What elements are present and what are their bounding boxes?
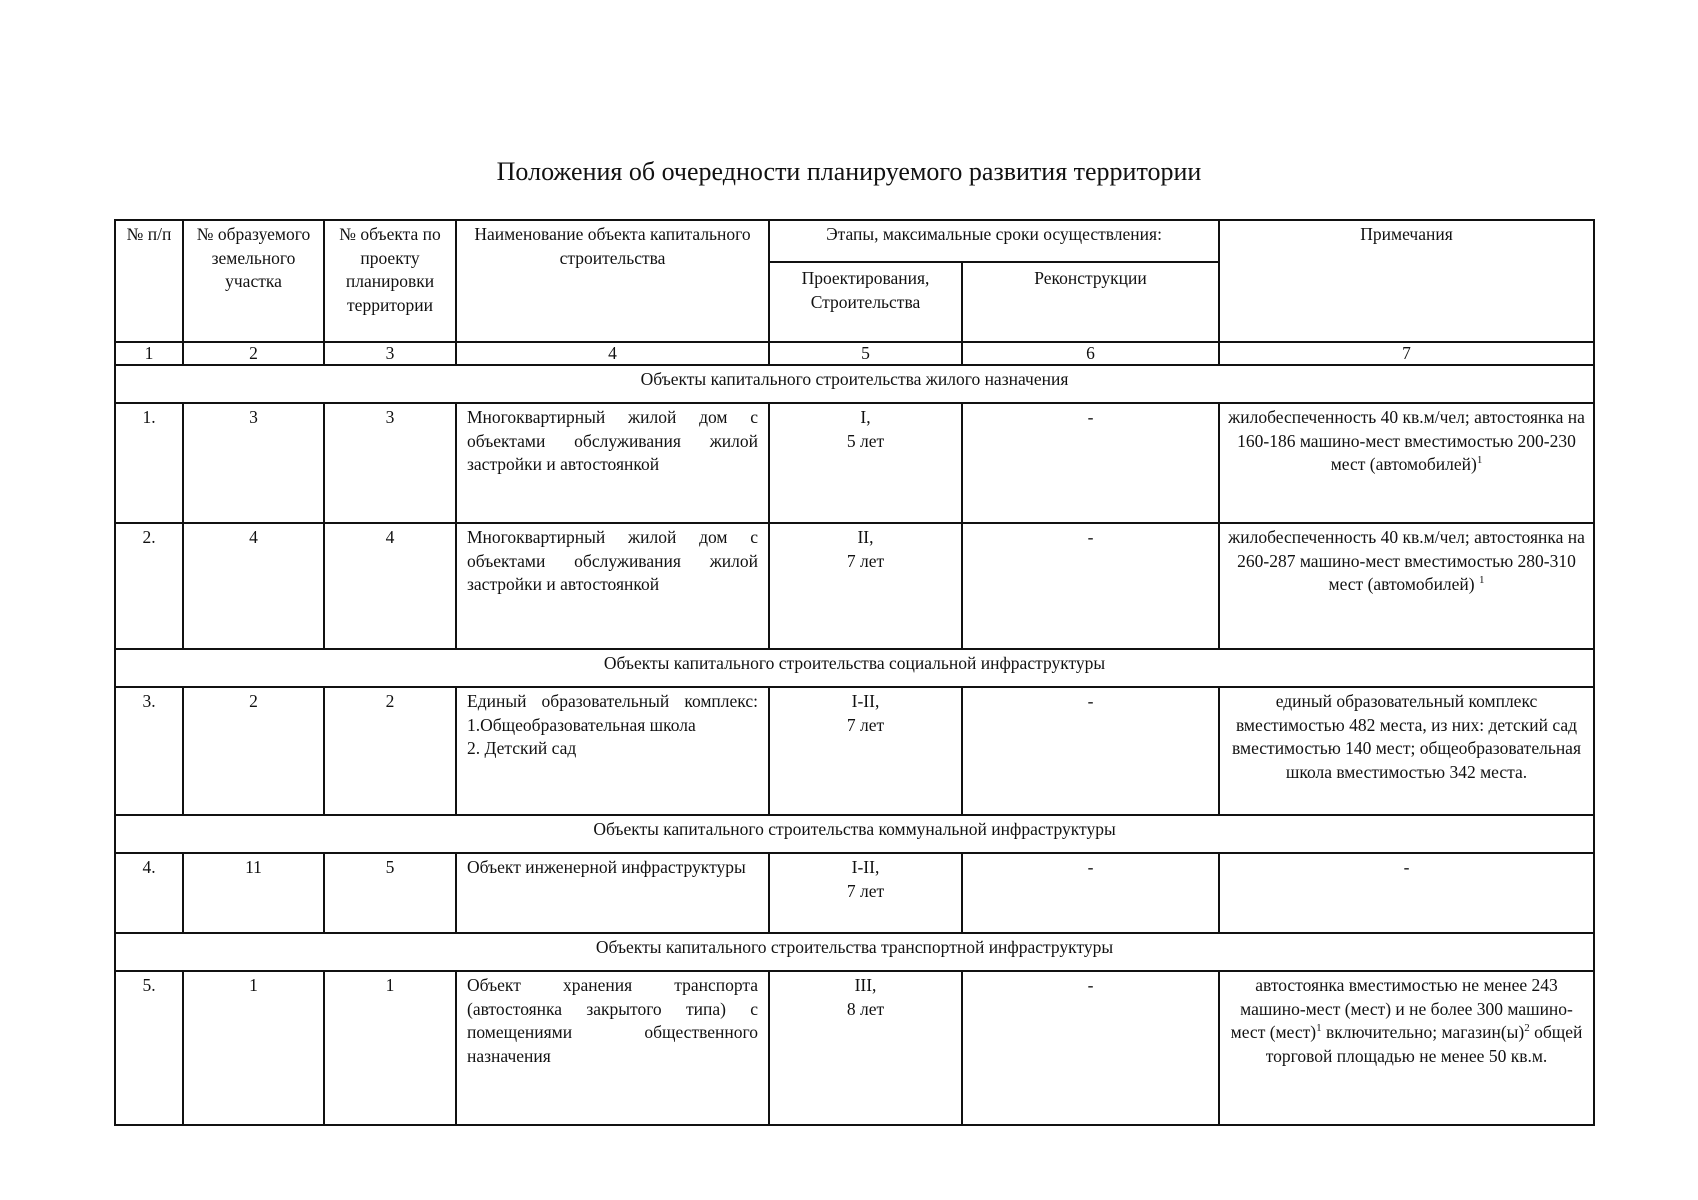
row-number: 4. <box>115 853 183 933</box>
object-name-line: Единый образовательный комплекс: <box>467 691 758 711</box>
section-title: Объекты капитального строительства коммунальной инфраструктуры <box>115 815 1594 853</box>
notes <box>1219 403 1594 523</box>
footnote-ref: 1 <box>1479 574 1485 587</box>
header-land-plot: № образуемого земельного участка <box>183 220 324 342</box>
row-number: 1. <box>115 403 183 523</box>
header-notes: Примечания <box>1219 220 1594 342</box>
reconstruction-stage: - <box>962 971 1219 1125</box>
page-title: Положения об очередности планируемого развития территории <box>496 157 1202 186</box>
note-text: общей торговой площадью не менее 50 кв.м. <box>1265 1022 1583 1066</box>
object-number: 5 <box>324 853 456 933</box>
object-number: 3 <box>324 403 456 523</box>
object-number: 4 <box>324 523 456 649</box>
row-number: 3. <box>115 687 183 815</box>
object-number: 1 <box>324 971 456 1125</box>
column-number: 1 <box>115 342 183 365</box>
design-stage <box>769 523 962 649</box>
section-title: Объекты капитального строительства социальной инфраструктуры <box>115 649 1594 687</box>
table-row <box>115 523 1594 649</box>
object-name: Многоквартирный жилой дом с объектами обслуживания жилой застройки и автостоянкой <box>456 523 769 649</box>
column-number: 6 <box>962 342 1219 365</box>
footnote-ref: 2 <box>1524 1022 1530 1035</box>
stage-term: 7 лет <box>846 714 885 735</box>
object-name-line: 2. Детский сад <box>467 738 577 758</box>
header-object-name: Наименование объекта капитального строительства <box>456 220 769 342</box>
column-number: 3 <box>324 342 456 365</box>
header-stages: Этапы, максимальные сроки осуществления: <box>769 220 1219 262</box>
development-schedule-table <box>114 219 1595 1126</box>
object-name: Объект инженерной инфраструктуры <box>456 853 769 933</box>
land-plot-number: 3 <box>183 403 324 523</box>
header-object-number: № объекта по проекту планировки территории <box>324 220 456 342</box>
column-number: 4 <box>456 342 769 365</box>
note-text: включительно; магазин(ы) <box>1325 1022 1525 1042</box>
footnote-ref: 1 <box>1476 454 1483 467</box>
stage-label: I-II, <box>851 691 880 711</box>
design-stage <box>769 403 962 523</box>
note-text: жилобеспеченность 40 кв.м/чел; автостоянка на 260-287 машино-мест вместимостью 280-310 мест (автомобилей) <box>1228 527 1585 594</box>
header-number: № п/п <box>115 220 183 342</box>
reconstruction-stage: - <box>962 853 1219 933</box>
header-reconstruction: Реконструкции <box>962 262 1219 342</box>
note-text: автостоянка вместимостью не менее 243 машино-мест (мест) и не более 300 машино-мест (мест) <box>1230 975 1573 1042</box>
object-name-line: 1.Общеобразовательная школа <box>467 714 696 735</box>
table-row <box>115 853 1594 933</box>
note-text: жилобеспеченность 40 кв.м/чел; автостоянка на 160-186 машино-мест вместимостью 200-230 мест (автомобилей) <box>1228 407 1585 474</box>
column-numbers-row <box>115 342 1594 365</box>
design-stage <box>769 971 962 1125</box>
header-design-construction: Проектирования, Строительства <box>769 262 962 342</box>
section-row <box>115 933 1594 971</box>
land-plot-number: 1 <box>183 971 324 1125</box>
reconstruction-stage: - <box>962 523 1219 649</box>
column-number: 5 <box>769 342 962 365</box>
stage-term: 7 лет <box>846 880 885 901</box>
design-stage <box>769 687 962 815</box>
section-row <box>115 649 1594 687</box>
land-plot-number: 11 <box>183 853 324 933</box>
notes <box>1219 971 1594 1125</box>
section-title: Объекты капитального строительства транспортной инфраструктуры <box>115 933 1594 971</box>
stage-label: III, <box>854 975 877 995</box>
column-number: 2 <box>183 342 324 365</box>
stage-label: II, <box>857 527 874 547</box>
table-row <box>115 971 1594 1125</box>
reconstruction-stage: - <box>962 403 1219 523</box>
land-plot-number: 4 <box>183 523 324 649</box>
notes <box>1219 523 1594 649</box>
section-row <box>115 815 1594 853</box>
stage-term: 5 лет <box>846 430 885 451</box>
stage-label: I-II, <box>851 857 880 877</box>
column-number: 7 <box>1219 342 1594 365</box>
object-number: 2 <box>324 687 456 815</box>
land-plot-number: 2 <box>183 687 324 815</box>
notes: - <box>1219 853 1594 933</box>
object-name: Многоквартирный жилой дом с объектами обслуживания жилой застройки и автостоянкой <box>456 403 769 523</box>
section-title: Объекты капитального строительства жилого назначения <box>115 365 1594 403</box>
table-row <box>115 403 1594 523</box>
section-row <box>115 365 1594 403</box>
row-number: 2. <box>115 523 183 649</box>
notes: единый образовательный комплекс вместимостью 482 места, из них: детский сад вместимостью 140 мест; общеобразовательная школа вместимостью 342 места. <box>1219 687 1594 815</box>
table-row <box>115 687 1594 815</box>
row-number: 5. <box>115 971 183 1125</box>
stage-label: I, <box>860 407 871 427</box>
object-name <box>456 687 769 815</box>
reconstruction-stage: - <box>962 687 1219 815</box>
footnote-ref: 1 <box>1316 1022 1322 1035</box>
object-name: Объект хранения транспорта (автостоянка закрытого типа) с помещениями общественного назначения <box>456 971 769 1125</box>
design-stage <box>769 853 962 933</box>
stage-term: 8 лет <box>846 998 885 1019</box>
stage-term: 7 лет <box>846 550 885 571</box>
